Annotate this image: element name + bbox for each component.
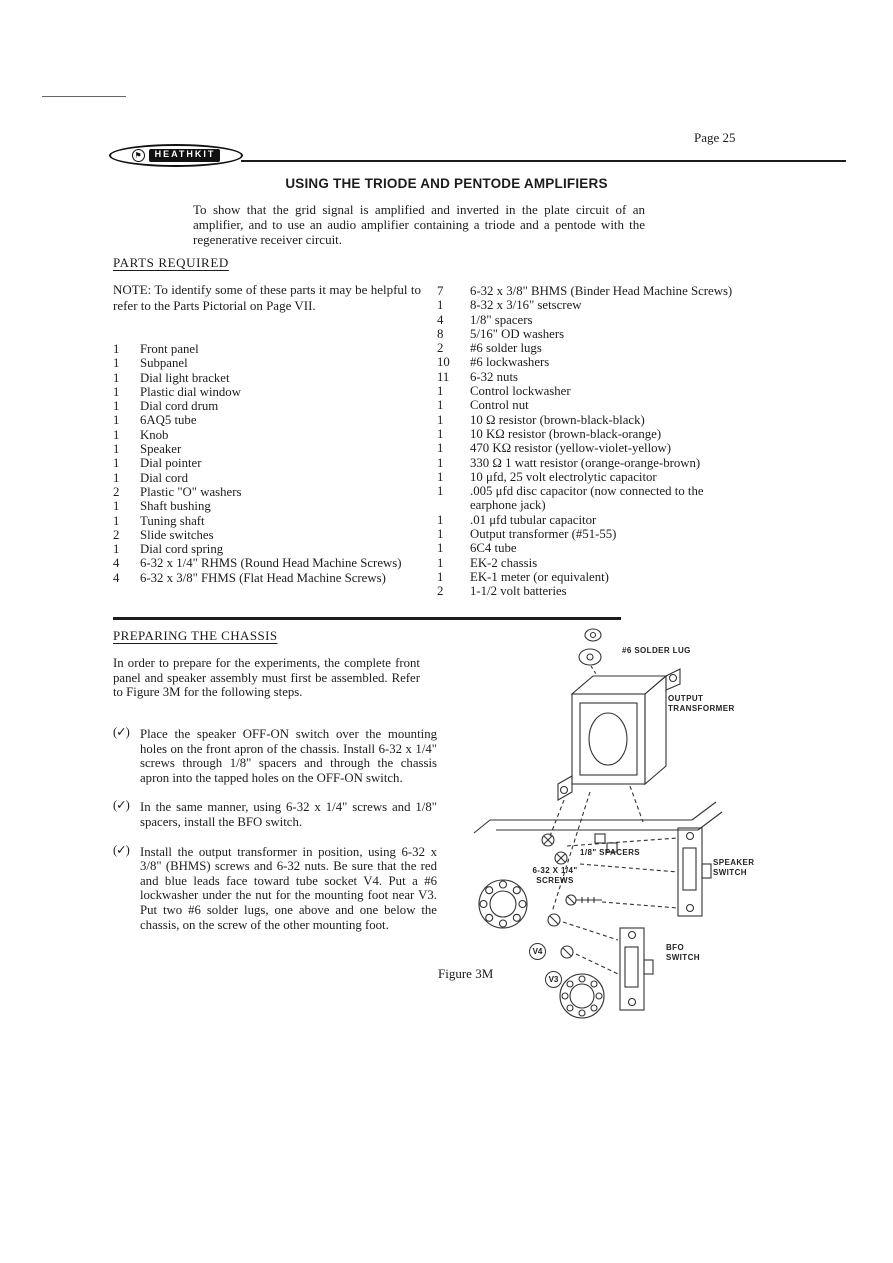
part-desc: Slide switches bbox=[140, 527, 214, 542]
part-qty: 4 bbox=[113, 570, 120, 585]
part-row bbox=[437, 413, 748, 427]
part-row bbox=[113, 356, 402, 370]
intro-paragraph: To show that the grid signal is amplified and inverted in the plate circuit of an amplifier, and to use an audio amplifier containing a triode and a pentode with the regenerative receiver circuit. bbox=[193, 202, 645, 248]
part-qty: 1 bbox=[437, 484, 444, 499]
part-row bbox=[113, 556, 402, 570]
part-row bbox=[113, 514, 402, 528]
part-row bbox=[437, 584, 748, 598]
part-row bbox=[437, 427, 748, 441]
part-qty: 1 bbox=[437, 527, 444, 542]
step-text: Install the output transformer in position, using 6-32 x 3/8" (BHMS) screws and 6-32 nuts. Be sure that the red and blue leads face toward tube socket V4. Put a #6 lockwasher under the nut for the mounting foot near V3. Put two #6 solder lugs, one above and one below the chassis, on the screw of the other mounting foot. bbox=[140, 844, 437, 932]
part-row bbox=[437, 341, 748, 355]
part-desc: Dial cord drum bbox=[140, 399, 219, 414]
part-desc: 6-32 nuts bbox=[470, 369, 518, 384]
part-qty: 2 bbox=[113, 484, 120, 499]
part-qty: 1 bbox=[113, 427, 120, 442]
part-desc: 10 Ω resistor (brown-black-black) bbox=[470, 412, 645, 427]
part-qty: 1 bbox=[113, 513, 120, 528]
part-row bbox=[113, 485, 402, 499]
part-qty: 7 bbox=[437, 284, 444, 298]
part-qty: 1 bbox=[437, 426, 444, 441]
assembly-step bbox=[113, 727, 437, 785]
part-qty: 1 bbox=[113, 413, 120, 428]
top-rule bbox=[42, 96, 126, 97]
part-desc: Dial cord bbox=[140, 470, 188, 485]
step-text: Place the speaker OFF-ON switch over the mounting holes on the front apron of the chassis. Install 6-32 x 1/4" screws through 1/8" spacers and through the chassis apron into the tapped holes on the OFF-ON switch. bbox=[140, 727, 437, 785]
part-desc: 6C4 tube bbox=[470, 541, 517, 556]
part-row bbox=[113, 413, 402, 427]
part-qty: 1 bbox=[437, 441, 444, 456]
checkmark: (✓) bbox=[113, 842, 129, 857]
part-row bbox=[437, 441, 748, 455]
part-desc: Dial cord spring bbox=[140, 542, 224, 557]
parts-required-heading: PARTS REQUIRED bbox=[113, 255, 229, 270]
part-desc: Plastic dial window bbox=[140, 384, 241, 399]
page-title: USING THE TRIODE AND PENTODE AMPLIFIERS bbox=[285, 176, 608, 191]
part-row bbox=[113, 385, 402, 399]
part-desc: #6 solder lugs bbox=[470, 341, 542, 356]
preparing-chassis-heading: PREPARING THE CHASSIS bbox=[113, 628, 278, 643]
part-desc: Speaker bbox=[140, 442, 182, 457]
part-row bbox=[113, 342, 402, 356]
part-desc: Control nut bbox=[470, 398, 529, 413]
spacers-label: 1/8" SPACERS bbox=[580, 848, 641, 857]
part-row bbox=[437, 541, 748, 555]
header-rule bbox=[241, 160, 846, 162]
v4-socket-label: V4 bbox=[529, 943, 546, 960]
part-desc: 6-32 x 3/8" BHMS (Binder Head Machine Screws) bbox=[470, 284, 733, 298]
part-row bbox=[437, 484, 748, 513]
part-row bbox=[113, 528, 402, 542]
part-qty: 1 bbox=[113, 384, 120, 399]
part-qty: 1 bbox=[113, 470, 120, 485]
bfo-switch-label: BFO SWITCH bbox=[666, 943, 700, 962]
part-row bbox=[437, 556, 748, 570]
parts-note: NOTE: To identify some of these parts it may be helpful to refer to the Parts Pictorial on Page VII. bbox=[113, 282, 421, 313]
parts-list-left bbox=[113, 342, 402, 585]
part-qty: 1 bbox=[437, 569, 444, 584]
part-row bbox=[437, 527, 748, 541]
assembly-steps bbox=[113, 727, 437, 947]
part-row bbox=[113, 499, 402, 513]
part-row bbox=[437, 570, 748, 584]
part-desc: 470 KΩ resistor (yellow-violet-yellow) bbox=[470, 441, 672, 456]
part-row bbox=[113, 542, 402, 556]
part-qty: 1 bbox=[437, 398, 444, 413]
part-row bbox=[113, 471, 402, 485]
part-desc: 8-32 x 3/16" setscrew bbox=[470, 298, 582, 313]
speaker-switch-label: SPEAKER SWITCH bbox=[713, 858, 755, 877]
preparing-intro: In order to prepare for the experiments, the complete front panel and speaker assembly must first be assembled. Refer to Figure 3M for the following steps. bbox=[113, 656, 420, 700]
part-qty: 4 bbox=[113, 556, 120, 571]
part-desc: 5/16" OD washers bbox=[470, 326, 565, 341]
part-row bbox=[113, 571, 402, 585]
part-row bbox=[437, 327, 748, 341]
part-row bbox=[113, 399, 402, 413]
part-qty: 1 bbox=[113, 399, 120, 414]
checkmark: (✓) bbox=[113, 798, 129, 813]
part-qty: 11 bbox=[437, 369, 450, 384]
part-qty: 10 bbox=[437, 355, 450, 370]
part-qty: 1 bbox=[113, 499, 120, 514]
figure-caption: Figure 3M bbox=[438, 966, 494, 981]
step-text: In the same manner, using 6-32 x 1/4" screws and 1/8" spacers, install the BFO switch. bbox=[140, 800, 437, 829]
figure-3m bbox=[430, 622, 793, 1042]
part-row bbox=[437, 298, 748, 312]
part-desc: Output transformer (#51-55) bbox=[470, 527, 617, 542]
page-number: Page 25 bbox=[694, 130, 736, 145]
part-row bbox=[437, 513, 748, 527]
parts-list-right bbox=[437, 284, 748, 599]
part-desc: .01 μfd tubular capacitor bbox=[470, 512, 597, 527]
output-transformer-label: OUTPUT TRANSFORMER bbox=[668, 694, 735, 713]
part-row bbox=[437, 456, 748, 470]
part-desc: Subpanel bbox=[140, 356, 188, 371]
part-row bbox=[113, 371, 402, 385]
part-desc: 6-32 x 1/4" RHMS (Round Head Machine Screws) bbox=[140, 556, 402, 571]
part-row bbox=[437, 398, 748, 412]
part-qty: 1 bbox=[437, 455, 444, 470]
part-desc: Control lockwasher bbox=[470, 384, 571, 399]
part-desc: Front panel bbox=[140, 342, 199, 356]
part-desc: .005 μfd disc capacitor (now connected to the earphone jack) bbox=[470, 484, 704, 513]
part-qty: 1 bbox=[113, 456, 120, 471]
part-qty: 1 bbox=[113, 356, 120, 371]
part-qty: 8 bbox=[437, 326, 444, 341]
part-row bbox=[113, 428, 402, 442]
part-desc: 330 Ω 1 watt resistor (orange-orange-brown) bbox=[470, 455, 701, 470]
part-qty: 1 bbox=[437, 512, 444, 527]
part-qty: 2 bbox=[437, 584, 444, 599]
part-desc: Tuning shaft bbox=[140, 513, 205, 528]
part-qty: 4 bbox=[437, 312, 444, 327]
part-row bbox=[437, 384, 748, 398]
part-row bbox=[113, 442, 402, 456]
part-desc: 1/8" spacers bbox=[470, 312, 533, 327]
checkmark: (✓) bbox=[113, 725, 129, 739]
assembly-step bbox=[113, 842, 437, 933]
part-desc: EK-2 chassis bbox=[470, 555, 538, 570]
part-desc: 6-32 x 3/8" FHMS (Flat Head Machine Screws) bbox=[140, 570, 386, 585]
part-desc: Knob bbox=[140, 427, 169, 442]
part-row bbox=[113, 456, 402, 470]
part-qty: 2 bbox=[113, 527, 120, 542]
heathkit-logo bbox=[109, 144, 243, 167]
heathkit-logo-text: HEATHKIT bbox=[149, 149, 221, 162]
part-row bbox=[437, 355, 748, 369]
part-row bbox=[437, 284, 748, 298]
part-row bbox=[437, 370, 748, 384]
part-qty: 1 bbox=[437, 384, 444, 399]
part-desc: 10 μfd, 25 volt electrolytic capacitor bbox=[470, 469, 657, 484]
part-desc: Shaft bushing bbox=[140, 499, 211, 514]
part-desc: Dial pointer bbox=[140, 456, 202, 471]
solder-lug-label: #6 SOLDER LUG bbox=[622, 646, 691, 655]
part-qty: 1 bbox=[113, 542, 120, 557]
part-qty: 2 bbox=[437, 341, 444, 356]
part-qty: 1 bbox=[437, 298, 444, 313]
part-qty: 1 bbox=[113, 442, 120, 457]
part-desc: Plastic "O" washers bbox=[140, 484, 242, 499]
part-qty: 1 bbox=[437, 555, 444, 570]
part-qty: 1 bbox=[113, 342, 120, 356]
part-qty: 1 bbox=[437, 469, 444, 484]
part-desc: 10 KΩ resistor (brown-black-orange) bbox=[470, 426, 662, 441]
part-desc: EK-1 meter (or equivalent) bbox=[470, 569, 609, 584]
part-qty: 1 bbox=[437, 412, 444, 427]
part-row bbox=[437, 313, 748, 327]
part-desc: Dial light bracket bbox=[140, 370, 230, 385]
part-desc: 6AQ5 tube bbox=[140, 413, 197, 428]
v3-socket-label: V3 bbox=[545, 971, 562, 988]
assembly-step bbox=[113, 800, 437, 829]
section-divider bbox=[113, 617, 621, 620]
part-desc: #6 lockwashers bbox=[470, 355, 550, 370]
part-qty: 1 bbox=[437, 541, 444, 556]
screws-label: 6-32 X 1/4" SCREWS bbox=[532, 866, 578, 885]
part-desc: 1-1/2 volt batteries bbox=[470, 584, 567, 599]
part-row bbox=[437, 470, 748, 484]
crossed-flags-icon: ⚑ bbox=[132, 149, 145, 162]
part-qty: 1 bbox=[113, 370, 120, 385]
